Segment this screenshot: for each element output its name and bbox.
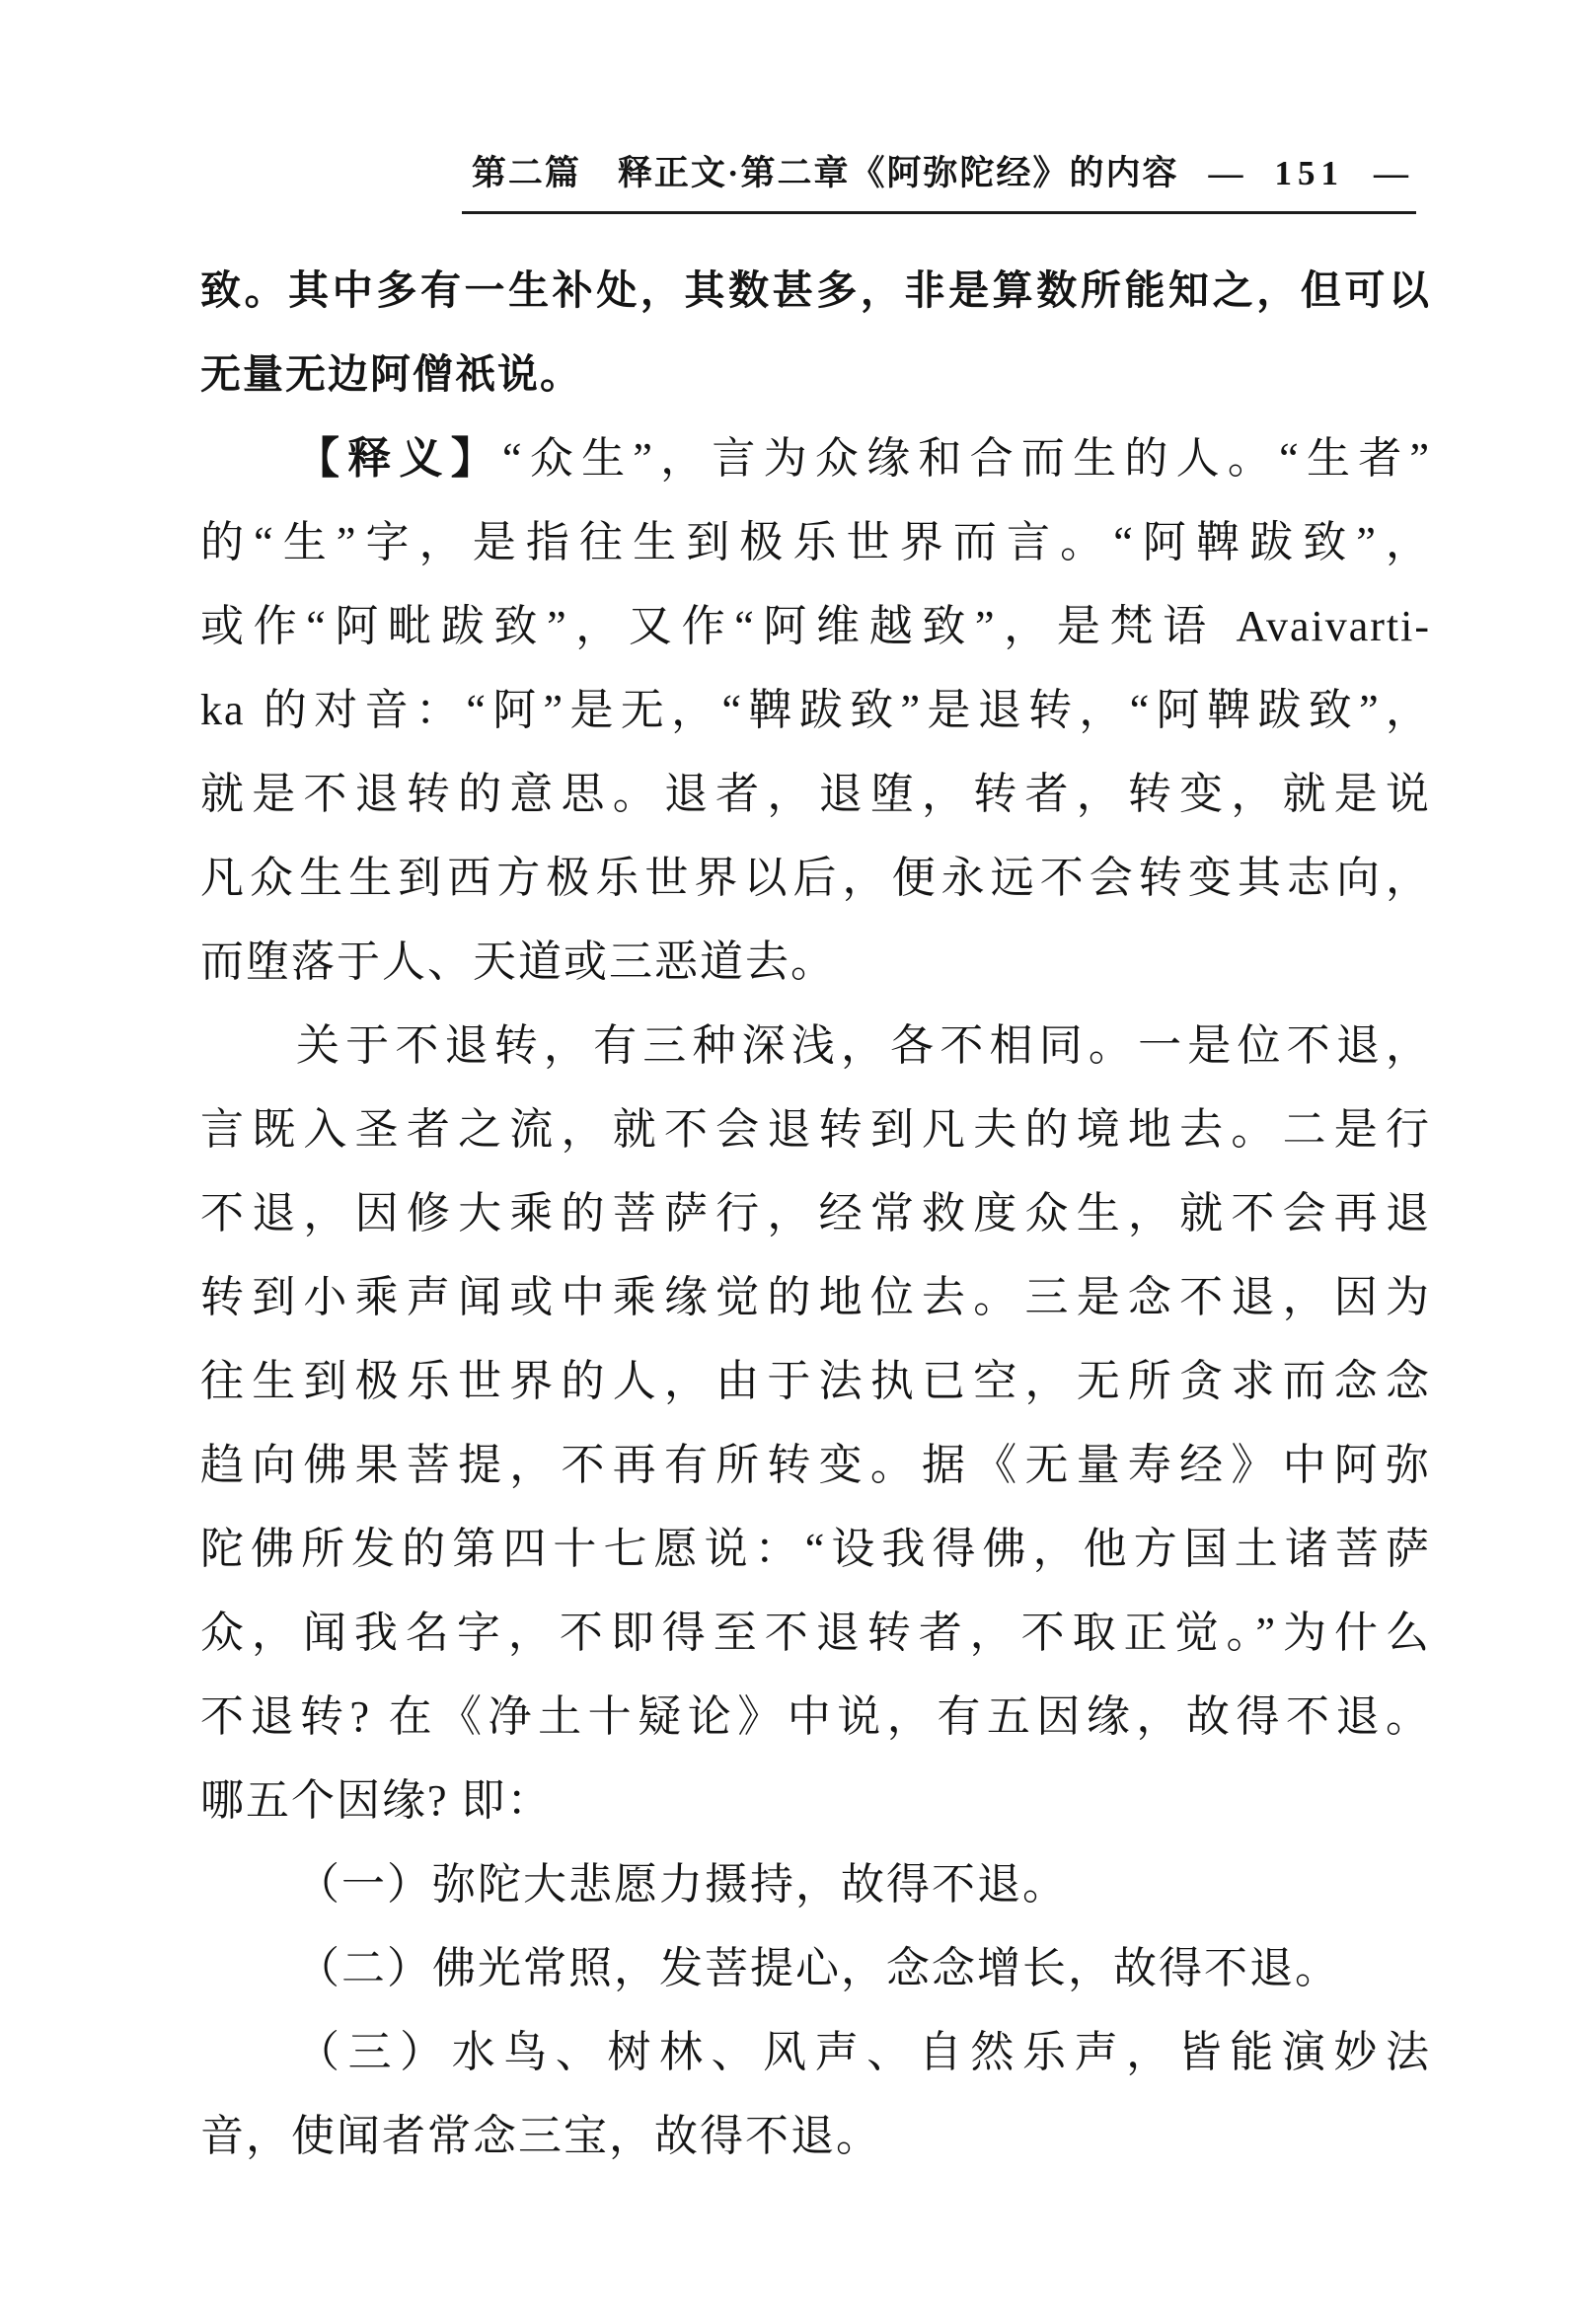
list-item: （一）弥陀大悲愿力摄持，故得不退。 <box>296 1860 1068 1909</box>
text-line: 凡众生生到西方极乐世界以后，便永远不会转变其志向， <box>200 854 1431 902</box>
text-line: ka 的对音：“阿”是无，“鞞跋致”是退转，“阿鞞跋致”， <box>200 686 1431 734</box>
text-line: 不退转? 在《净土十疑论》中说，有五因缘，故得不退。 <box>200 1692 1431 1741</box>
text-line: 不退，因修大乘的菩萨行，经常救度众生，就不会再退 <box>200 1189 1431 1237</box>
body-text <box>200 249 1431 2178</box>
text-line: 或作“阿毗跋致”，又作“阿维越致”，是梵语 Avaivarti- <box>200 602 1431 650</box>
text-line <box>200 416 1431 500</box>
header-title: 第二篇 释正文·第二章《阿弥陀经》的内容 <box>471 154 1179 192</box>
text-line: 众，闻我名字，不即得至不退转者，不取正觉。”为什么 <box>200 1609 1431 1657</box>
text-line: 的“生”字，是指往生到极乐世界而言。“阿鞞跋致”， <box>200 518 1431 566</box>
text-line: 音，使闻者常念三宝，故得不退。 <box>200 2112 881 2160</box>
text-line: 趋向佛果菩提，不再有所转变。据《无量寿经》中阿弥 <box>200 1441 1431 1489</box>
page-number-dash-right: — <box>1374 154 1410 192</box>
list-item: （二）佛光常照，发菩提心，念念增长，故得不退。 <box>296 1944 1340 1992</box>
text-line-bold-quote: 致。其中多有一生补处，其数甚多，非是算数所能知之，但可以 <box>200 267 1431 313</box>
text-line-bold-quote: 无量无边阿僧祇说。 <box>200 351 582 397</box>
text-line: 言既入圣者之流，就不会退转到凡夫的境地去。二是行 <box>200 1105 1431 1154</box>
text-line: 就是不退转的意思。退者，退堕，转者，转变，就是说 <box>200 770 1431 818</box>
text-line: 转到小乘声闻或中乘缘觉的地位去。三是念不退，因为 <box>200 1273 1431 1321</box>
list-item: （三）水鸟、树林、风声、自然乐声，皆能演妙法 <box>296 2028 1431 2076</box>
text-line: 而堕落于人、天道或三恶道去。 <box>200 937 836 986</box>
running-header <box>462 146 1416 214</box>
text-line: 往生到极乐世界的人，由于法执已空，无所贪求而念念 <box>200 1357 1431 1405</box>
text-line: 关于不退转，有三种深浅，各不相同。一是位不退， <box>296 1021 1431 1070</box>
page-number: 151 <box>1274 154 1344 192</box>
paragraph-marker: 【释义】 <box>296 434 503 483</box>
text-line: 哪五个因缘? 即： <box>200 1776 553 1825</box>
page-number-dash-left: — <box>1208 154 1245 192</box>
text-line-content: “众生”，言为众缘和合而生的人。“生者” <box>502 434 1432 483</box>
text-line: 陀佛所发的第四十七愿说：“设我得佛，他方国土诸菩萨 <box>200 1525 1431 1573</box>
